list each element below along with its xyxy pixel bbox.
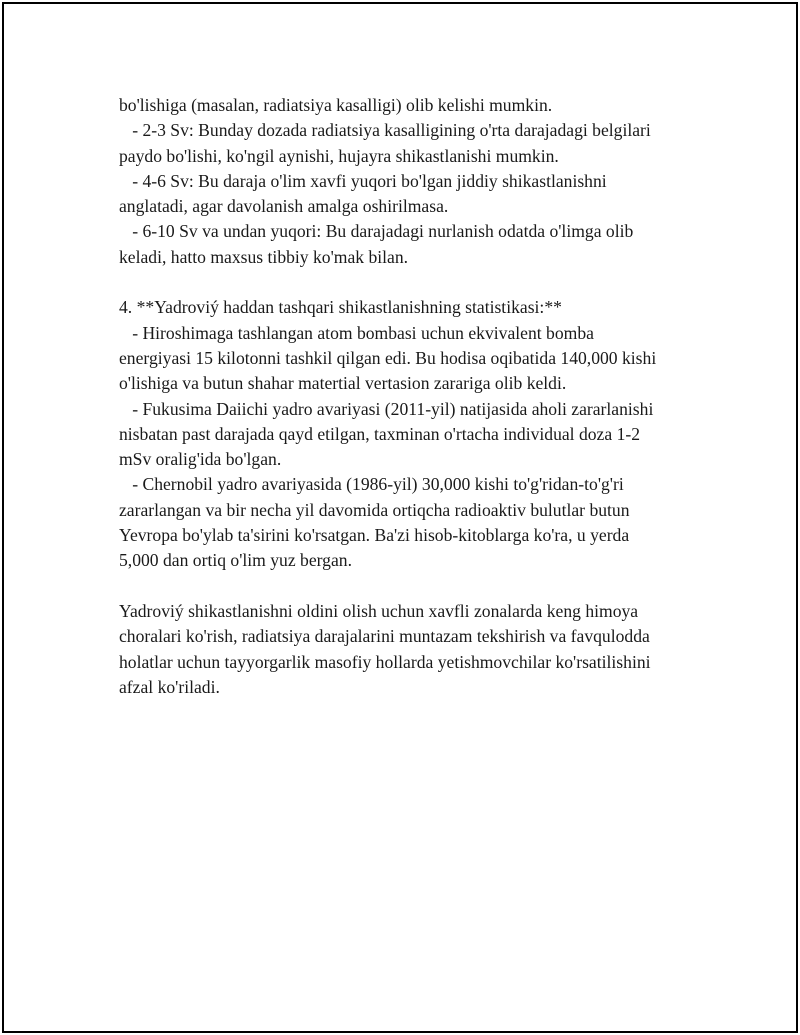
text-line: nisbatan past darajada qayd etilgan, taxminan o'rtacha individual doza 1-2 — [119, 423, 641, 444]
text-line: - Hiroshimaga tashlangan atom bombasi uchun ekvivalent bomba — [119, 322, 594, 343]
text-line: o'lishiga va butun shahar matertial vertasion zarariga olib keldi. — [119, 373, 567, 394]
text-line: - 4-6 Sv: Bu daraja o'lim xavfi yuqori bo'lgan jiddiy shikastlanishni — [119, 170, 607, 191]
paragraph-gap — [119, 574, 699, 599]
document-body — [119, 93, 699, 700]
text-line: energiyasi 15 kilotonni tashkil qilgan edi. Bu hodisa oqibatida 140,000 kishi — [119, 347, 657, 368]
section-heading: 4. **Yadroviý haddan tashqari shikastlanishning statistikasi:** — [119, 297, 562, 318]
text-line: choralari ko'rish, radiatsiya darajalarini muntazam tekshirish va favqulodda — [119, 626, 650, 647]
text-line: - Chernobil yadro avariyasida (1986-yil) 30,000 kishi to'g'ridan-to'g'ri — [119, 474, 624, 495]
text-line: Yadroviý shikastlanishni oldini olish uchun xavfli zonalarda keng himoya — [119, 600, 639, 621]
text-line: - Fukusima Daiichi yadro avariyasi (2011-yil) natijasida aholi zararlanishi — [119, 398, 654, 419]
text-line: zararlangan va bir necha yil davomida ortiqcha radioaktiv bulutlar butun — [119, 499, 630, 520]
text-line: - 6-10 Sv va undan yuqori: Bu darajadagi nurlanish odatda o'limga olib — [119, 221, 634, 242]
text-line: - 2-3 Sv: Bunday dozada radiatsiya kasalligining o'rta darajadagi belgilari — [119, 120, 651, 141]
text-line: mSv oralig'ida bo'lgan. — [119, 449, 282, 470]
text-line: 5,000 dan ortiq o'lim yuz bergan. — [119, 550, 352, 571]
text-line: afzal ko'riladi. — [119, 676, 220, 697]
text-line: paydo bo'lishi, ko'ngil aynishi, hujayra shikastlanishi mumkin. — [119, 145, 559, 166]
text-line: holatlar uchun tayyorgarlik masofiy hollarda yetishmovchilar ko'rsatilishini — [119, 651, 651, 672]
page-frame — [2, 2, 798, 1033]
text-line: bo'lishiga (masalan, radiatsiya kasalligi) olib kelishi mumkin. — [119, 95, 553, 115]
text-line: keladi, hatto maxsus tibbiy ko'mak bilan. — [119, 246, 409, 267]
text-line: anglatadi, agar davolanish amalga oshirilmasa. — [119, 196, 449, 217]
text-line: Yevropa bo'ylab ta'sirini ko'rsatgan. Ba'zi hisob-kitoblarga ko'ra, u yerda — [119, 525, 630, 546]
paragraph-gap — [119, 270, 699, 295]
